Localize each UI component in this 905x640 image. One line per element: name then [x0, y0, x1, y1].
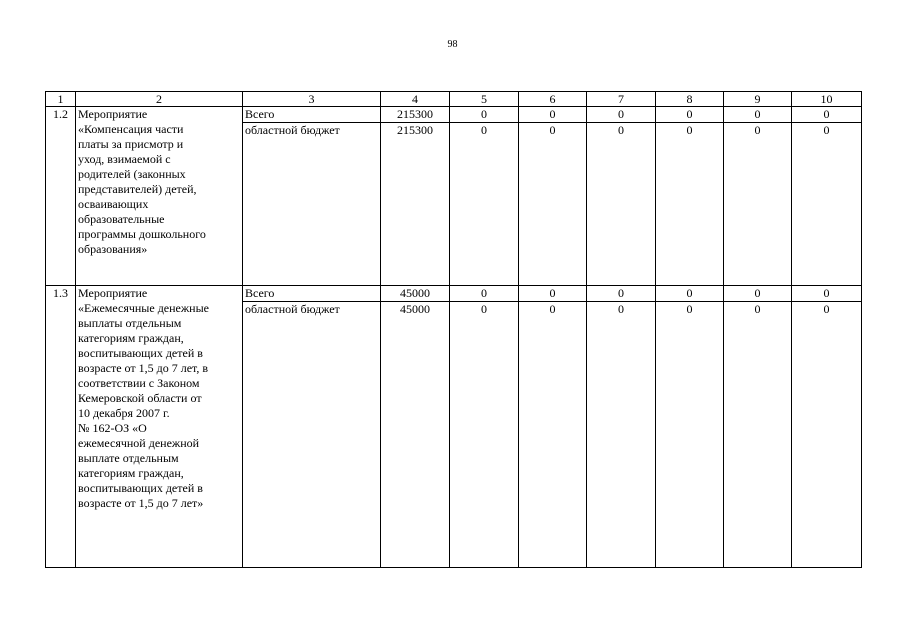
value-cell: 0: [724, 123, 792, 286]
column-header: 4: [381, 92, 450, 107]
value-cell: 0: [519, 286, 587, 302]
value-cell: 0: [587, 302, 656, 568]
column-header: 10: [792, 92, 862, 107]
value-cell: 0: [656, 286, 724, 302]
name-line: возрасте от 1,5 до 7 лет»: [78, 496, 204, 510]
name-line: возрасте от 1,5 до 7 лет, в: [78, 361, 209, 375]
name-line: «Компенсация части: [78, 122, 184, 136]
name-line: соответствии с Законом: [78, 376, 200, 390]
value-cell: 0: [792, 123, 862, 286]
funding-source: областной бюджет: [243, 302, 381, 568]
column-header: 3: [243, 92, 381, 107]
table-header-row: [46, 92, 862, 107]
section-number: 1.2: [46, 107, 76, 286]
table-row: [46, 286, 862, 302]
name-line: уход, взимаемой с: [78, 152, 171, 166]
section-number: 1.3: [46, 286, 76, 568]
column-header: 8: [656, 92, 724, 107]
name-line: ежемесячной денежной: [78, 436, 200, 450]
value-cell: 0: [724, 302, 792, 568]
name-line: представителей) детей,: [78, 182, 197, 196]
value-cell: 0: [792, 302, 862, 568]
name-line: платы за присмотр и: [78, 137, 184, 151]
value-cell: 45000: [381, 286, 450, 302]
name-line: выплаты отдельным: [78, 316, 182, 330]
name-line: Мероприятие: [78, 286, 148, 300]
column-header: 1: [46, 92, 76, 107]
value-cell: 215300: [381, 107, 450, 123]
value-cell: 0: [450, 302, 519, 568]
value-cell: 0: [450, 107, 519, 123]
name-line: воспитывающих детей в: [78, 346, 203, 360]
table-row: [46, 107, 862, 123]
value-cell: 0: [519, 302, 587, 568]
value-cell: 0: [656, 107, 724, 123]
budget-table: [45, 91, 862, 568]
value-cell: 0: [450, 123, 519, 286]
name-line: образовательные: [78, 212, 165, 226]
name-line: Мероприятие: [78, 107, 148, 121]
value-cell: 0: [792, 107, 862, 123]
name-line: категориям граждан,: [78, 466, 184, 480]
column-header: 7: [587, 92, 656, 107]
value-cell: 0: [656, 302, 724, 568]
funding-source: областной бюджет: [243, 123, 381, 286]
measure-name: [76, 286, 243, 568]
name-line: категориям граждан,: [78, 331, 184, 345]
value-cell: 0: [519, 123, 587, 286]
value-cell: 0: [587, 123, 656, 286]
name-line: «Ежемесячные денежные: [78, 301, 209, 315]
funding-source: Всего: [243, 107, 381, 123]
value-cell: 0: [724, 107, 792, 123]
value-cell: 45000: [381, 302, 450, 568]
name-line: 10 декабря 2007 г.: [78, 406, 170, 420]
value-cell: 0: [587, 286, 656, 302]
name-line: выплате отдельным: [78, 451, 179, 465]
column-header: 2: [76, 92, 243, 107]
value-cell: 0: [724, 286, 792, 302]
value-cell: 0: [656, 123, 724, 286]
value-cell: 0: [792, 286, 862, 302]
name-line: программы дошкольного: [78, 227, 206, 241]
value-cell: 0: [450, 286, 519, 302]
column-header: 6: [519, 92, 587, 107]
column-header: 5: [450, 92, 519, 107]
page-number: 98: [447, 39, 458, 50]
value-cell: 0: [519, 107, 587, 123]
name-line: образования»: [78, 242, 148, 256]
name-line: воспитывающих детей в: [78, 481, 203, 495]
name-line: родителей (законных: [78, 167, 186, 181]
value-cell: 0: [587, 107, 656, 123]
column-header: 9: [724, 92, 792, 107]
funding-source: Всего: [243, 286, 381, 302]
name-line: Кемеровской области от: [78, 391, 202, 405]
measure-name: [76, 107, 243, 286]
name-line: № 162-ОЗ «О: [78, 421, 147, 435]
name-line: осваивающих: [78, 197, 149, 211]
value-cell: 215300: [381, 123, 450, 286]
